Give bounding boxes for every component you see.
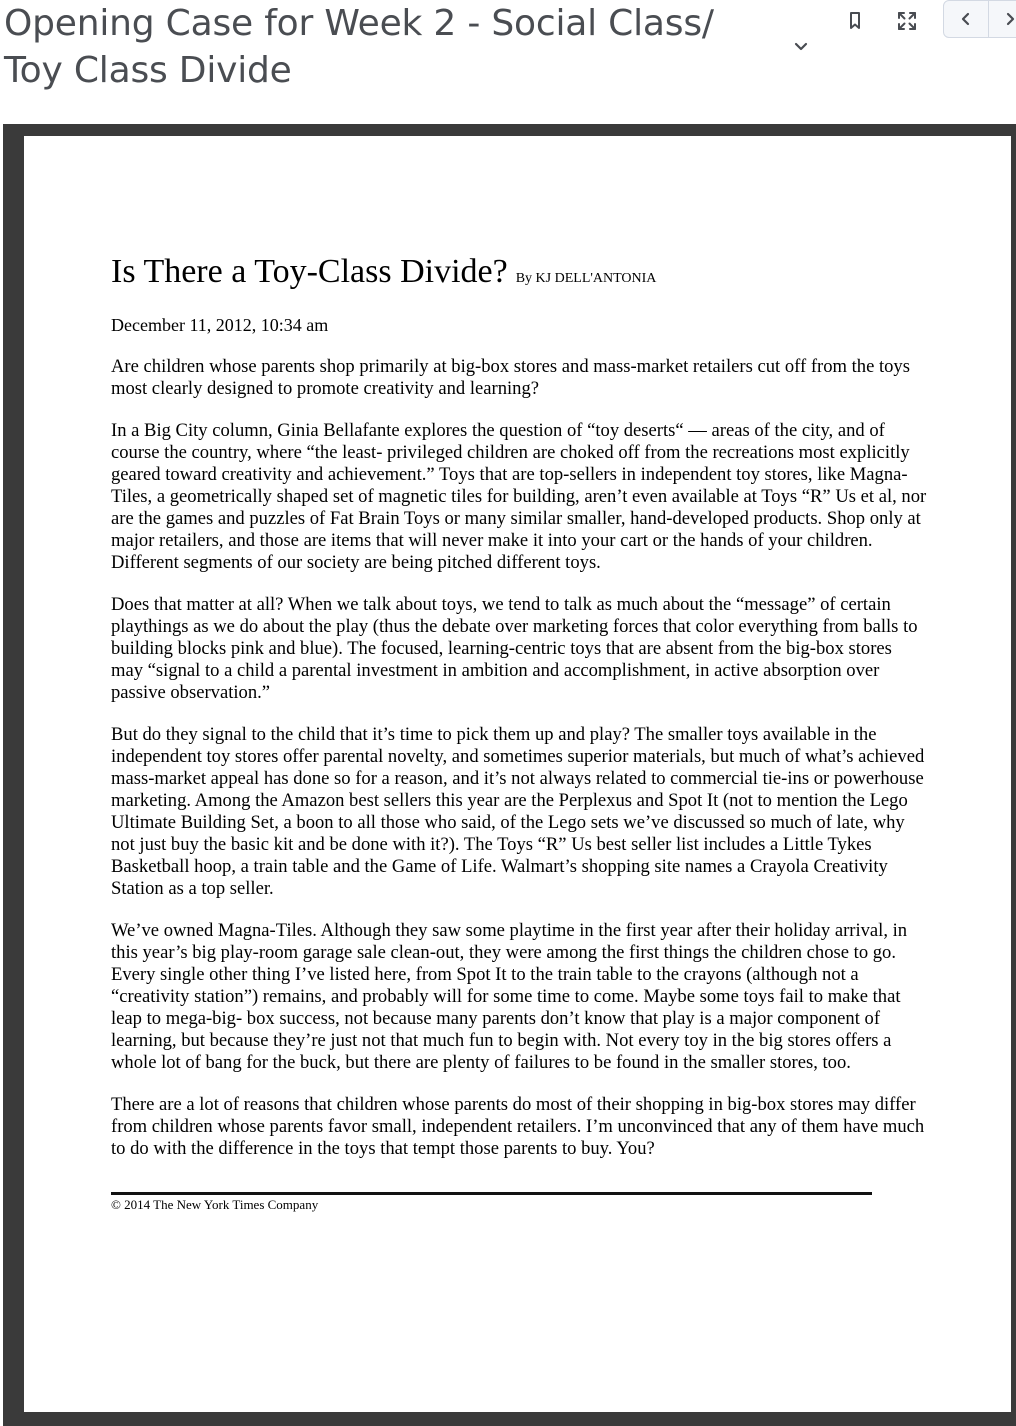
article-paragraph: Are children whose parents shop primarily at big-box stores and mass-market retailers cut off from the toys most clearly designed to promote creativity and learning? bbox=[111, 356, 910, 399]
article-paragraph: We’ve owned Magna-Tiles. Although they saw some playtime in the first year after their holiday arrival, in this year’s big play-room garage sale clean-out, they were among the first things the children chose to go. Every single other thing I’ve listed here, from Spot It to the train table to the crayons (although not a “creativity station”) remains, and probably will for some time to come. Maybe some toys fail to make that leap to mega-big- box success, not because many parents don’t know that play is a major component of learning, but because they’re just not that much fun to begin with. Not every toy in the big stores offers a whole lot of bang for the buck, but there are plenty of failures to be found in the smaller stores, too. bbox=[111, 920, 908, 1073]
article-title: Is There a Toy-Class Divide? bbox=[111, 253, 508, 290]
document-page bbox=[24, 136, 1011, 1412]
previous-topic-button[interactable] bbox=[944, 1, 988, 37]
chevron-down-icon bbox=[793, 41, 809, 53]
title-menu-button[interactable] bbox=[786, 34, 816, 60]
topic-navigation bbox=[943, 0, 1016, 38]
article-paragraph: In a Big City column, Ginia Bellafante explores the question of “toy deserts“ — areas of the city, and of course the country, where “the least- privileged children are choked off from the recreations most explicitly geared toward creativity and achievement.” Toys that are top-sellers in independent toy stores, like Magna-Tiles, a geometrically shaped set of magnetic tiles for building, aren’t even available at Toys “R” Us et al, nor are the games and puzzles of Fat Brain Toys or many similar smaller, hand-developed products. Shop only at major retailers, and those are items that will never make it into your cart or the hands of your children. Different segments of our society are being pitched different toys. bbox=[111, 420, 927, 573]
bookmark-button[interactable] bbox=[842, 8, 868, 34]
chevron-left-icon bbox=[960, 11, 972, 27]
article bbox=[111, 254, 927, 1213]
chevron-right-icon bbox=[1004, 11, 1016, 27]
document-viewer[interactable] bbox=[3, 124, 1016, 1426]
page-title: Opening Case for Week 2 - Social Class/ Toy Class Divide bbox=[4, 3, 714, 91]
fullscreen-button[interactable] bbox=[892, 6, 922, 36]
article-paragraph: There are a lot of reasons that children whose parents do most of their shopping in big-box stores may differ from children whose parents favor small, independent retailers. I’m unconvinced that any of them have much to do with the difference in the toys that tempt those parents to buy. You? bbox=[111, 1094, 925, 1159]
article-byline: By KJ DELL'ANTONIA bbox=[515, 271, 657, 286]
bookmark-icon bbox=[848, 11, 862, 31]
article-date: December 11, 2012, 10:34 am bbox=[111, 315, 329, 335]
fullscreen-icon bbox=[897, 11, 917, 31]
footer-divider bbox=[111, 1192, 872, 1195]
next-topic-button[interactable] bbox=[988, 1, 1016, 37]
article-paragraph: Does that matter at all? When we talk about toys, we tend to talk as much about the “message” of certain playthings as we do about the play (thus the debate over marketing forces that color everything from balls to building blocks pink and blue). The focused, learning-centric toys that are absent from the big-box stores may “signal to a child a parental investment in ambition and accomplishment, in active absorption over passive observation.” bbox=[111, 594, 918, 703]
article-paragraph: But do they signal to the child that it’s time to pick them up and play? The smaller toys available in the independent toy stores offer parental novelty, and sometimes superior materials, but much of what’s achieved mass-market appeal has done so for a reason, and it’s not always related to commercial tie-ins or powerhouse marketing. Among the Amazon best sellers this year are the Perplexus and Spot It (not to mention the Lego Ultimate Building Set, a boon to all those who said, of the Lego sets we’ve discussed so much of late, why not just buy the basic kit and be done with it?). The Toys “R” Us best seller list includes a Little Tykes Basketball hoop, a train table and the Game of Life. Walmart’s shopping site names a Crayola Creativity Station as a top seller. bbox=[111, 724, 925, 899]
article-heading bbox=[111, 254, 927, 297]
copyright-notice: © 2014 The New York Times Company bbox=[111, 1197, 319, 1212]
